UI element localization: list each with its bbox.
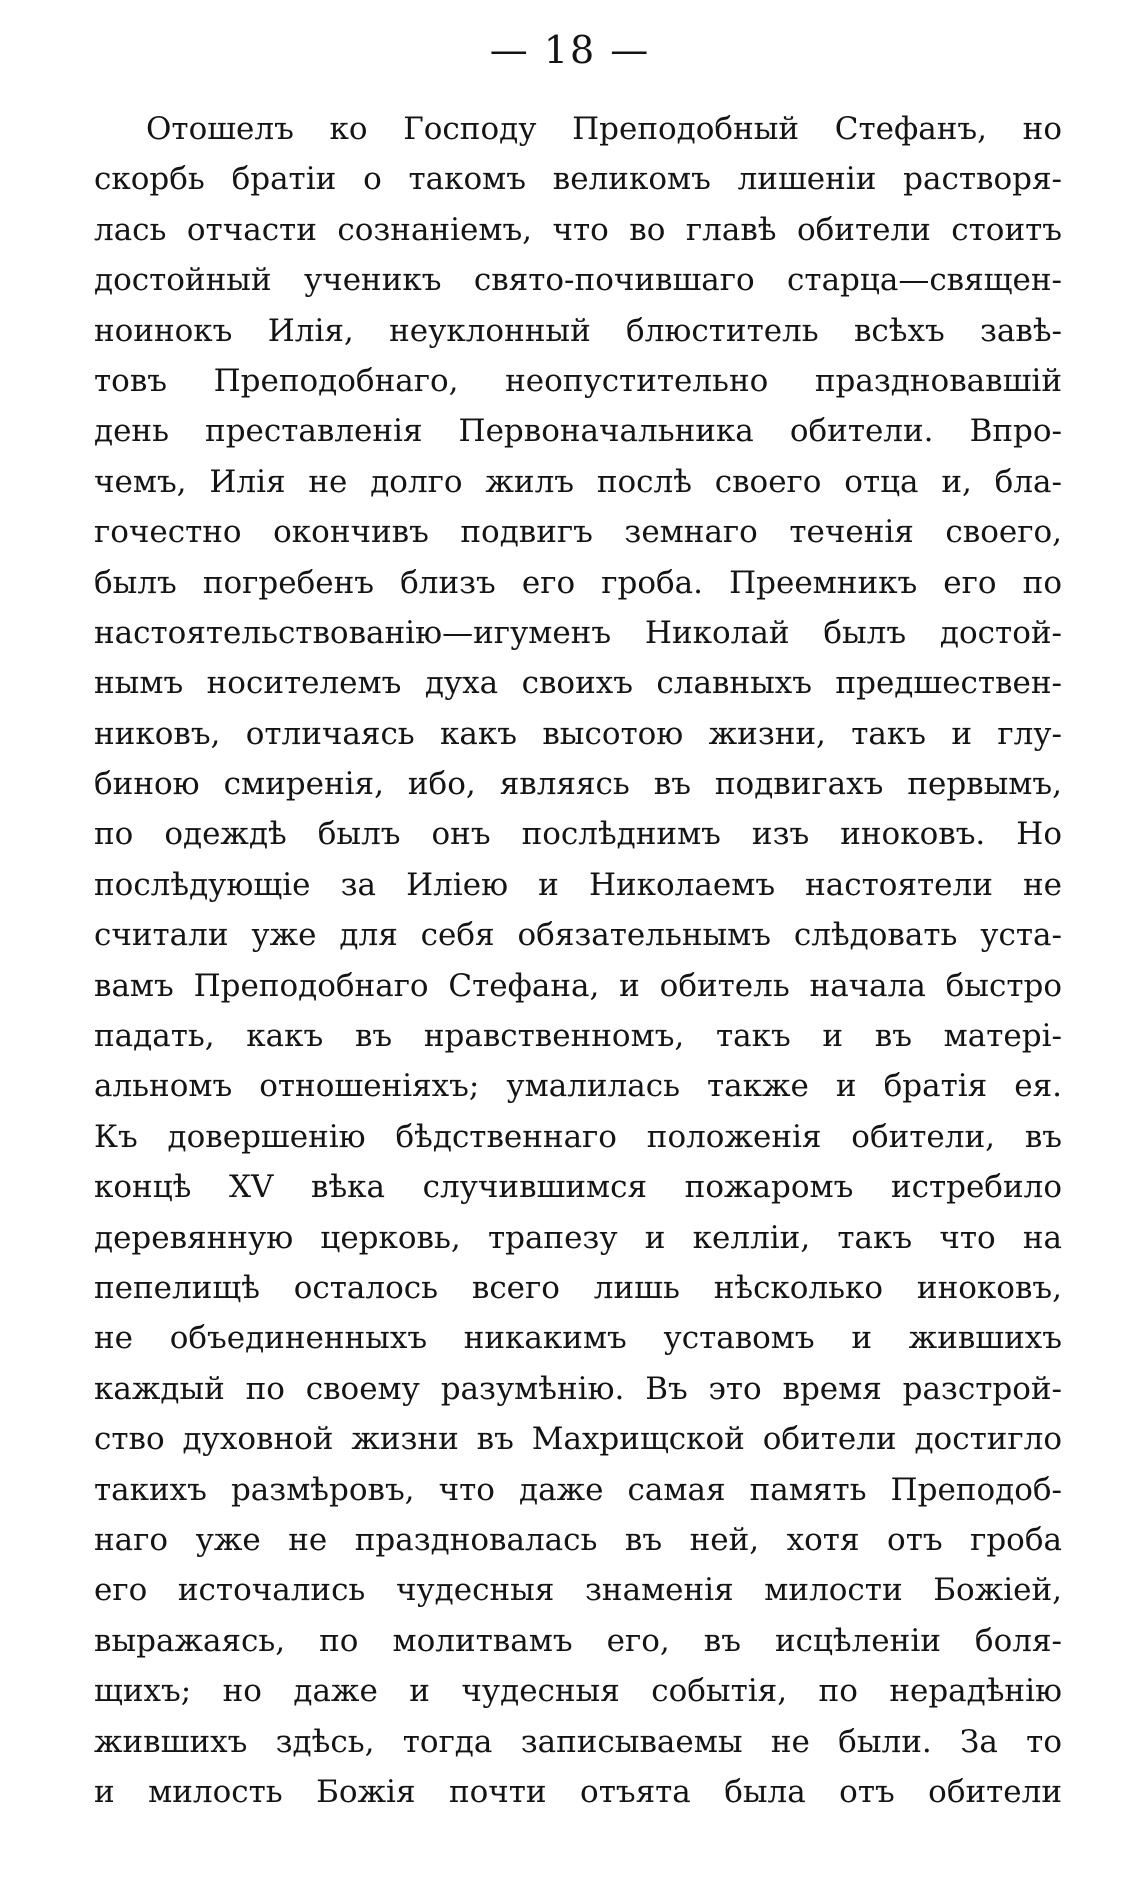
text-line: вамъ Преподобнаго Стефана, и обитель начала быстро — [94, 967, 1062, 1004]
text-line: альномъ отношеніяхъ; умалилась также и братія ея. — [94, 1068, 1062, 1105]
text-line: по одеждѣ былъ онъ послѣднимъ изъ иноковъ. Но — [94, 816, 1062, 853]
text-line: такихъ размѣровъ, что даже самая память Преподоб- — [94, 1471, 1062, 1508]
text-line: каждый по своему разумѣнію. Въ это время разстрой- — [94, 1370, 1062, 1407]
text-line: никовъ, отличаясь какъ высотою жизни, такъ и глу- — [94, 715, 1062, 752]
text-line: былъ погребенъ близъ его гроба. Преемникъ его по — [94, 564, 1062, 601]
text-line: концѣ XV вѣка случившимся пожаромъ истребило — [94, 1169, 1062, 1206]
text-line: биною смиренія, ибо, являясь въ подвигахъ первымъ, — [94, 766, 1062, 803]
text-line: достойный ученикъ свято-почившаго старца—священ- — [94, 262, 1062, 299]
text-line: настоятельствованію—игуменъ Николай былъ достой- — [94, 614, 1062, 651]
text-line: наго уже не праздновалась въ ней, хотя отъ гроба — [94, 1521, 1062, 1558]
text-line: товъ Преподобнаго, неопустительно праздновавшій — [94, 362, 1062, 399]
text-line: не объединенныхъ никакимъ уставомъ и жившихъ — [94, 1320, 1062, 1357]
text-line: скорбь братіи о такомъ великомъ лишеніи растворя- — [94, 161, 1062, 198]
text-line: считали уже для себя обязательнымъ слѣдовать уста- — [94, 917, 1062, 954]
text-line: жившихъ здѣсь, тогда записываемы не были. За то — [94, 1723, 1062, 1760]
text-line: нымъ носителемъ духа своихъ славныхъ предшествен- — [94, 665, 1062, 702]
text-line: Къ довершенію бѣдственнаго положенія обители, въ — [94, 1118, 1062, 1155]
text-line: ноинокъ Илія, неуклонный блюститель всѣхъ завѣ- — [94, 312, 1062, 349]
text-line: лась отчасти сознаніемъ, что во главѣ обители стоитъ — [94, 211, 1062, 248]
text-line: и милость Божія почти отъята была отъ обители — [94, 1773, 1062, 1810]
text-line: гочестно окончивъ подвигъ земнаго теченія своего, — [94, 514, 1062, 551]
text-line: его источались чудесныя знаменія милости Божіей, — [94, 1572, 1062, 1609]
text-line: чемъ, Илія не долго жилъ послѣ своего отца и, бла- — [94, 463, 1062, 500]
page-number: — 18 — — [489, 28, 651, 72]
text-line: послѣдующіе за Иліею и Николаемъ настоятели не — [94, 866, 1062, 903]
text-line: ство духовной жизни въ Махрищской обители достигло — [94, 1421, 1062, 1458]
text-line: пепелищѣ осталось всего лишь нѣсколько иноковъ, — [94, 1269, 1062, 1306]
text-line: Отошелъ ко Господу Преподобный Стефанъ, но — [146, 111, 1062, 147]
text-line: день преставленія Первоначальника обители. Впро- — [94, 413, 1062, 450]
body-text — [94, 104, 1062, 1817]
text-line: выражаясь, по молитвамъ его, въ исцѣленіи боля- — [94, 1622, 1062, 1659]
text-line: деревянную церковь, трапезу и келліи, такъ что на — [94, 1219, 1062, 1256]
text-line: щихъ; но даже и чудесныя событія, по нерадѣнію — [94, 1673, 1062, 1710]
text-line: падать, какъ въ нравственномъ, такъ и въ матері- — [94, 1018, 1062, 1055]
